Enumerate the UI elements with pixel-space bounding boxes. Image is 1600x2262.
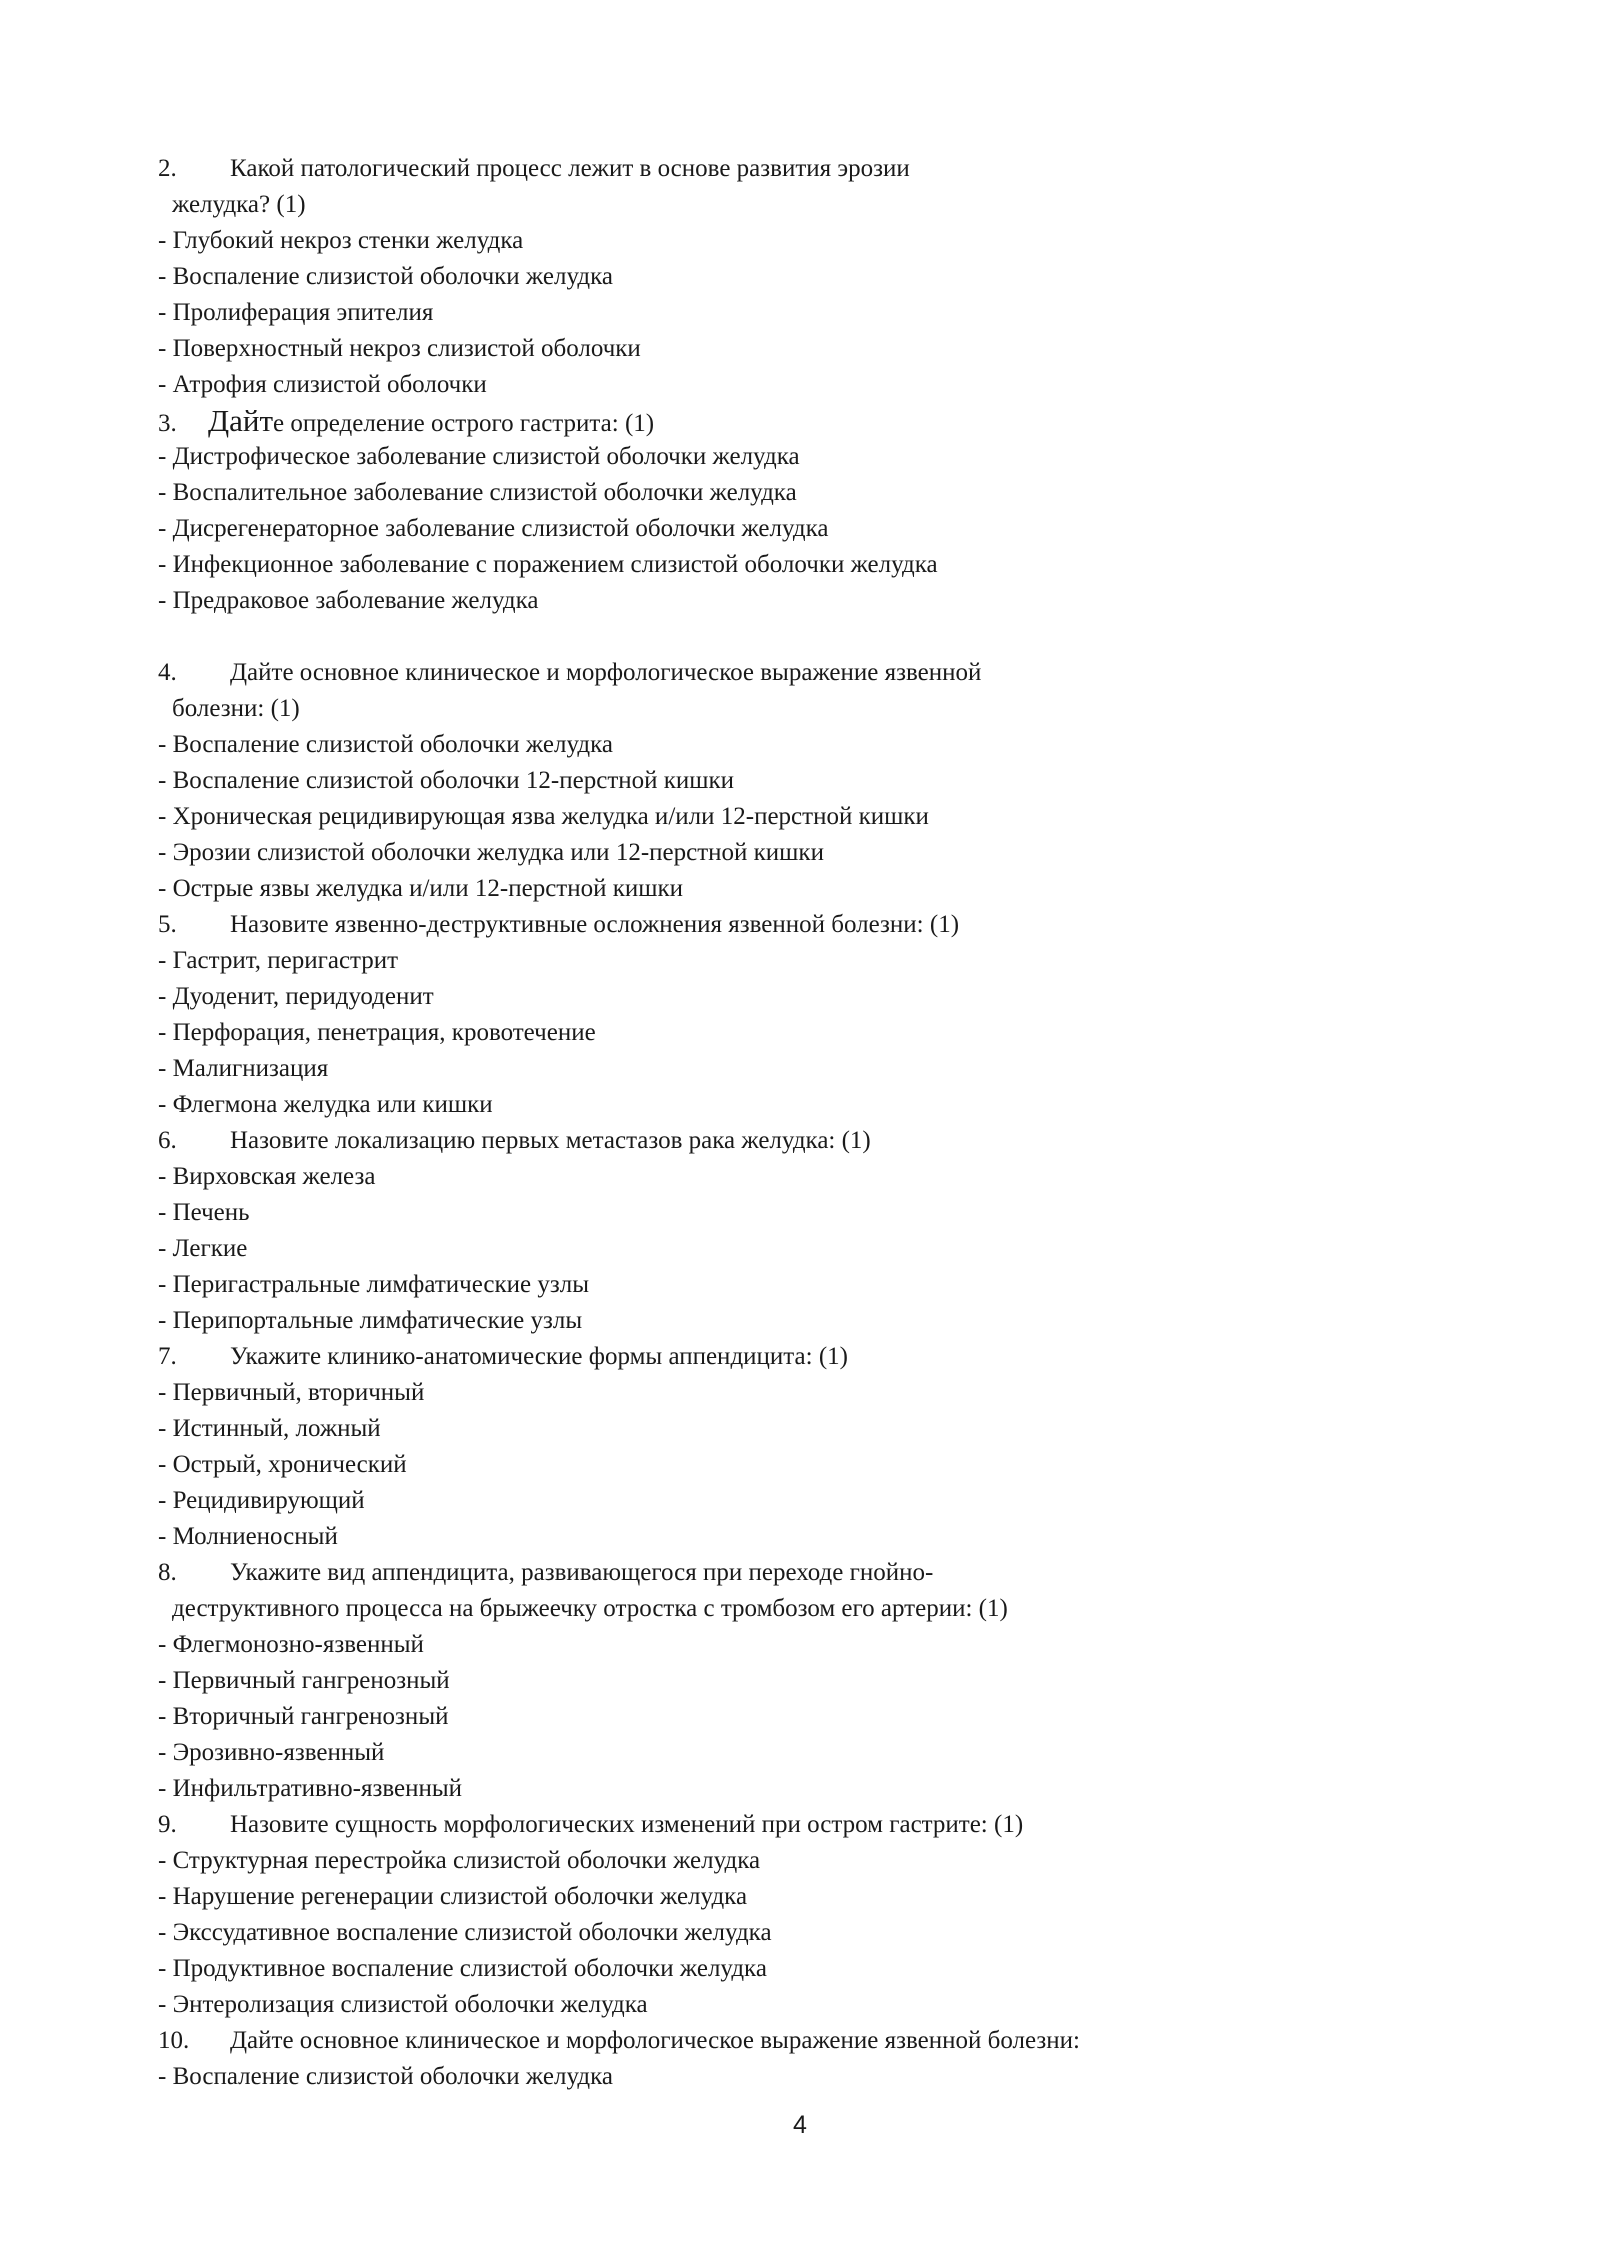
question-number: 8.: [158, 1559, 177, 1586]
answer-option: - Воспалительное заболевание слизистой оболочки желудка: [158, 479, 797, 506]
answer-option: - Глубокий некроз стенки желудка: [158, 227, 524, 254]
question-number: 6.: [158, 1127, 177, 1154]
answer-option: - Дисрегенераторное заболевание слизистой оболочки желудка: [158, 515, 829, 542]
answer-option: - Легкие: [158, 1235, 248, 1262]
answer-option: - Эрозивно-язвенный: [158, 1739, 385, 1766]
question-text-continued: деструктивного процесса на брыжеечку отростка с тромбозом его артерии: (1): [172, 1595, 1008, 1622]
answer-option: - Флегмонозно-язвенный: [158, 1631, 424, 1658]
answer-option: - Острые язвы желудка и/или 12-перстной кишки: [158, 875, 684, 902]
answer-option: - Продуктивное воспаление слизистой оболочки желудка: [158, 1955, 767, 1982]
answer-option: - Поверхностный некроз слизистой оболочки: [158, 335, 641, 362]
answer-option: - Молниеносный: [158, 1523, 338, 1550]
answer-option: - Атрофия слизистой оболочки: [158, 371, 487, 398]
question-number: 3.: [158, 410, 177, 437]
question-text: е определение острого гастрита: (1): [273, 410, 655, 437]
answer-option: - Инфекционное заболевание с поражением слизистой оболочки желудка: [158, 551, 938, 578]
answer-option: - Воспаление слизистой оболочки желудка: [158, 731, 613, 758]
question-text: Назовите сущность морфологических изменений при остром гастрите: (1): [230, 1811, 1024, 1838]
question-text: Назовите локализацию первых метастазов рака желудка: (1): [230, 1127, 871, 1154]
question-7: [158, 1339, 1458, 1375]
answer-option: - Дистрофическое заболевание слизистой оболочки желудка: [158, 443, 800, 470]
question-number: 5.: [158, 911, 177, 938]
question-number: 9.: [158, 1811, 177, 1838]
answer-option: - Истинный, ложный: [158, 1415, 381, 1442]
question-8: [158, 1555, 1458, 1591]
answer-option: - Печень: [158, 1199, 250, 1226]
answer-option: - Малигнизация: [158, 1055, 329, 1082]
answer-option: - Рецидивирующий: [158, 1487, 365, 1514]
answer-option: - Флегмона желудка или кишки: [158, 1091, 493, 1118]
answer-option: - Инфильтративно-язвенный: [158, 1775, 463, 1802]
question-6: [158, 1123, 1458, 1159]
answer-option: - Гастрит, перигастрит: [158, 947, 399, 974]
answer-option: - Вирховская железа: [158, 1163, 376, 1190]
question-number: 7.: [158, 1343, 177, 1370]
question-text: Дайте основное клиническое и морфологическое выражение язвенной болезни:: [230, 2027, 1080, 2054]
answer-option: - Воспаление слизистой оболочки желудка: [158, 263, 613, 290]
question-text: Дайте основное клиническое и морфологическое выражение язвенной: [230, 659, 982, 686]
answer-option: - Острый, хронический: [158, 1451, 407, 1478]
answer-option: - Перфорация, пенетрация, кровотечение: [158, 1019, 596, 1046]
answer-option: - Первичный гангренозный: [158, 1667, 450, 1694]
question-4: [158, 655, 1458, 691]
answer-option: - Перипортальные лимфатические узлы: [158, 1307, 583, 1334]
answer-option: - Вторичный гангренозный: [158, 1703, 449, 1730]
question-text: Укажите клинико-анатомические формы аппендицита: (1): [230, 1343, 848, 1370]
question-10: [158, 2023, 1458, 2059]
answer-option: - Пролиферация эпителия: [158, 299, 434, 326]
question-2: [158, 151, 1458, 187]
question-number: 10.: [158, 2027, 190, 2054]
question-text-continued: болезни: (1): [172, 695, 300, 722]
answer-option: - Воспаление слизистой оболочки желудка: [158, 2063, 613, 2090]
answer-option: - Предраковое заболевание желудка: [158, 587, 539, 614]
answer-option: - Дуоденит, перидуоденит: [158, 983, 434, 1010]
page-number: 4: [793, 2111, 807, 2139]
question-text: Какой патологический процесс лежит в основе развития эрозии: [230, 155, 910, 182]
answer-option: - Нарушение регенерации слизистой оболочки желудка: [158, 1883, 748, 1910]
question-number: 4.: [158, 659, 177, 686]
question-number: 2.: [158, 155, 177, 182]
answer-option: - Хроническая рецидивирующая язва желудка и/или 12-перстной кишки: [158, 803, 929, 830]
blank-line: [158, 619, 1458, 655]
answer-option: - Экссудативное воспаление слизистой оболочки желудка: [158, 1919, 772, 1946]
answer-option: - Перигастральные лимфатические узлы: [158, 1271, 590, 1298]
answer-option: - Эрозии слизистой оболочки желудка или 12-перстной кишки: [158, 839, 824, 866]
answer-option: - Первичный, вторичный: [158, 1379, 425, 1406]
question-text: Назовите язвенно-деструктивные осложнения язвенной болезни: (1): [230, 911, 960, 938]
question-9: [158, 1807, 1458, 1843]
question-5: [158, 907, 1458, 943]
question-text: Укажите вид аппендицита, развивающегося при переходе гнойно-: [230, 1559, 934, 1586]
question-list: [158, 151, 1458, 2095]
question-text-continued: желудка? (1): [172, 191, 306, 218]
answer-option: - Воспаление слизистой оболочки 12-перстной кишки: [158, 767, 735, 794]
answer-option: - Структурная перестройка слизистой оболочки желудка: [158, 1847, 761, 1874]
question-text-lead: Дайт: [208, 403, 274, 438]
answer-option: - Энтеролизация слизистой оболочки желудка: [158, 1991, 648, 2018]
question-3: [158, 403, 1458, 439]
